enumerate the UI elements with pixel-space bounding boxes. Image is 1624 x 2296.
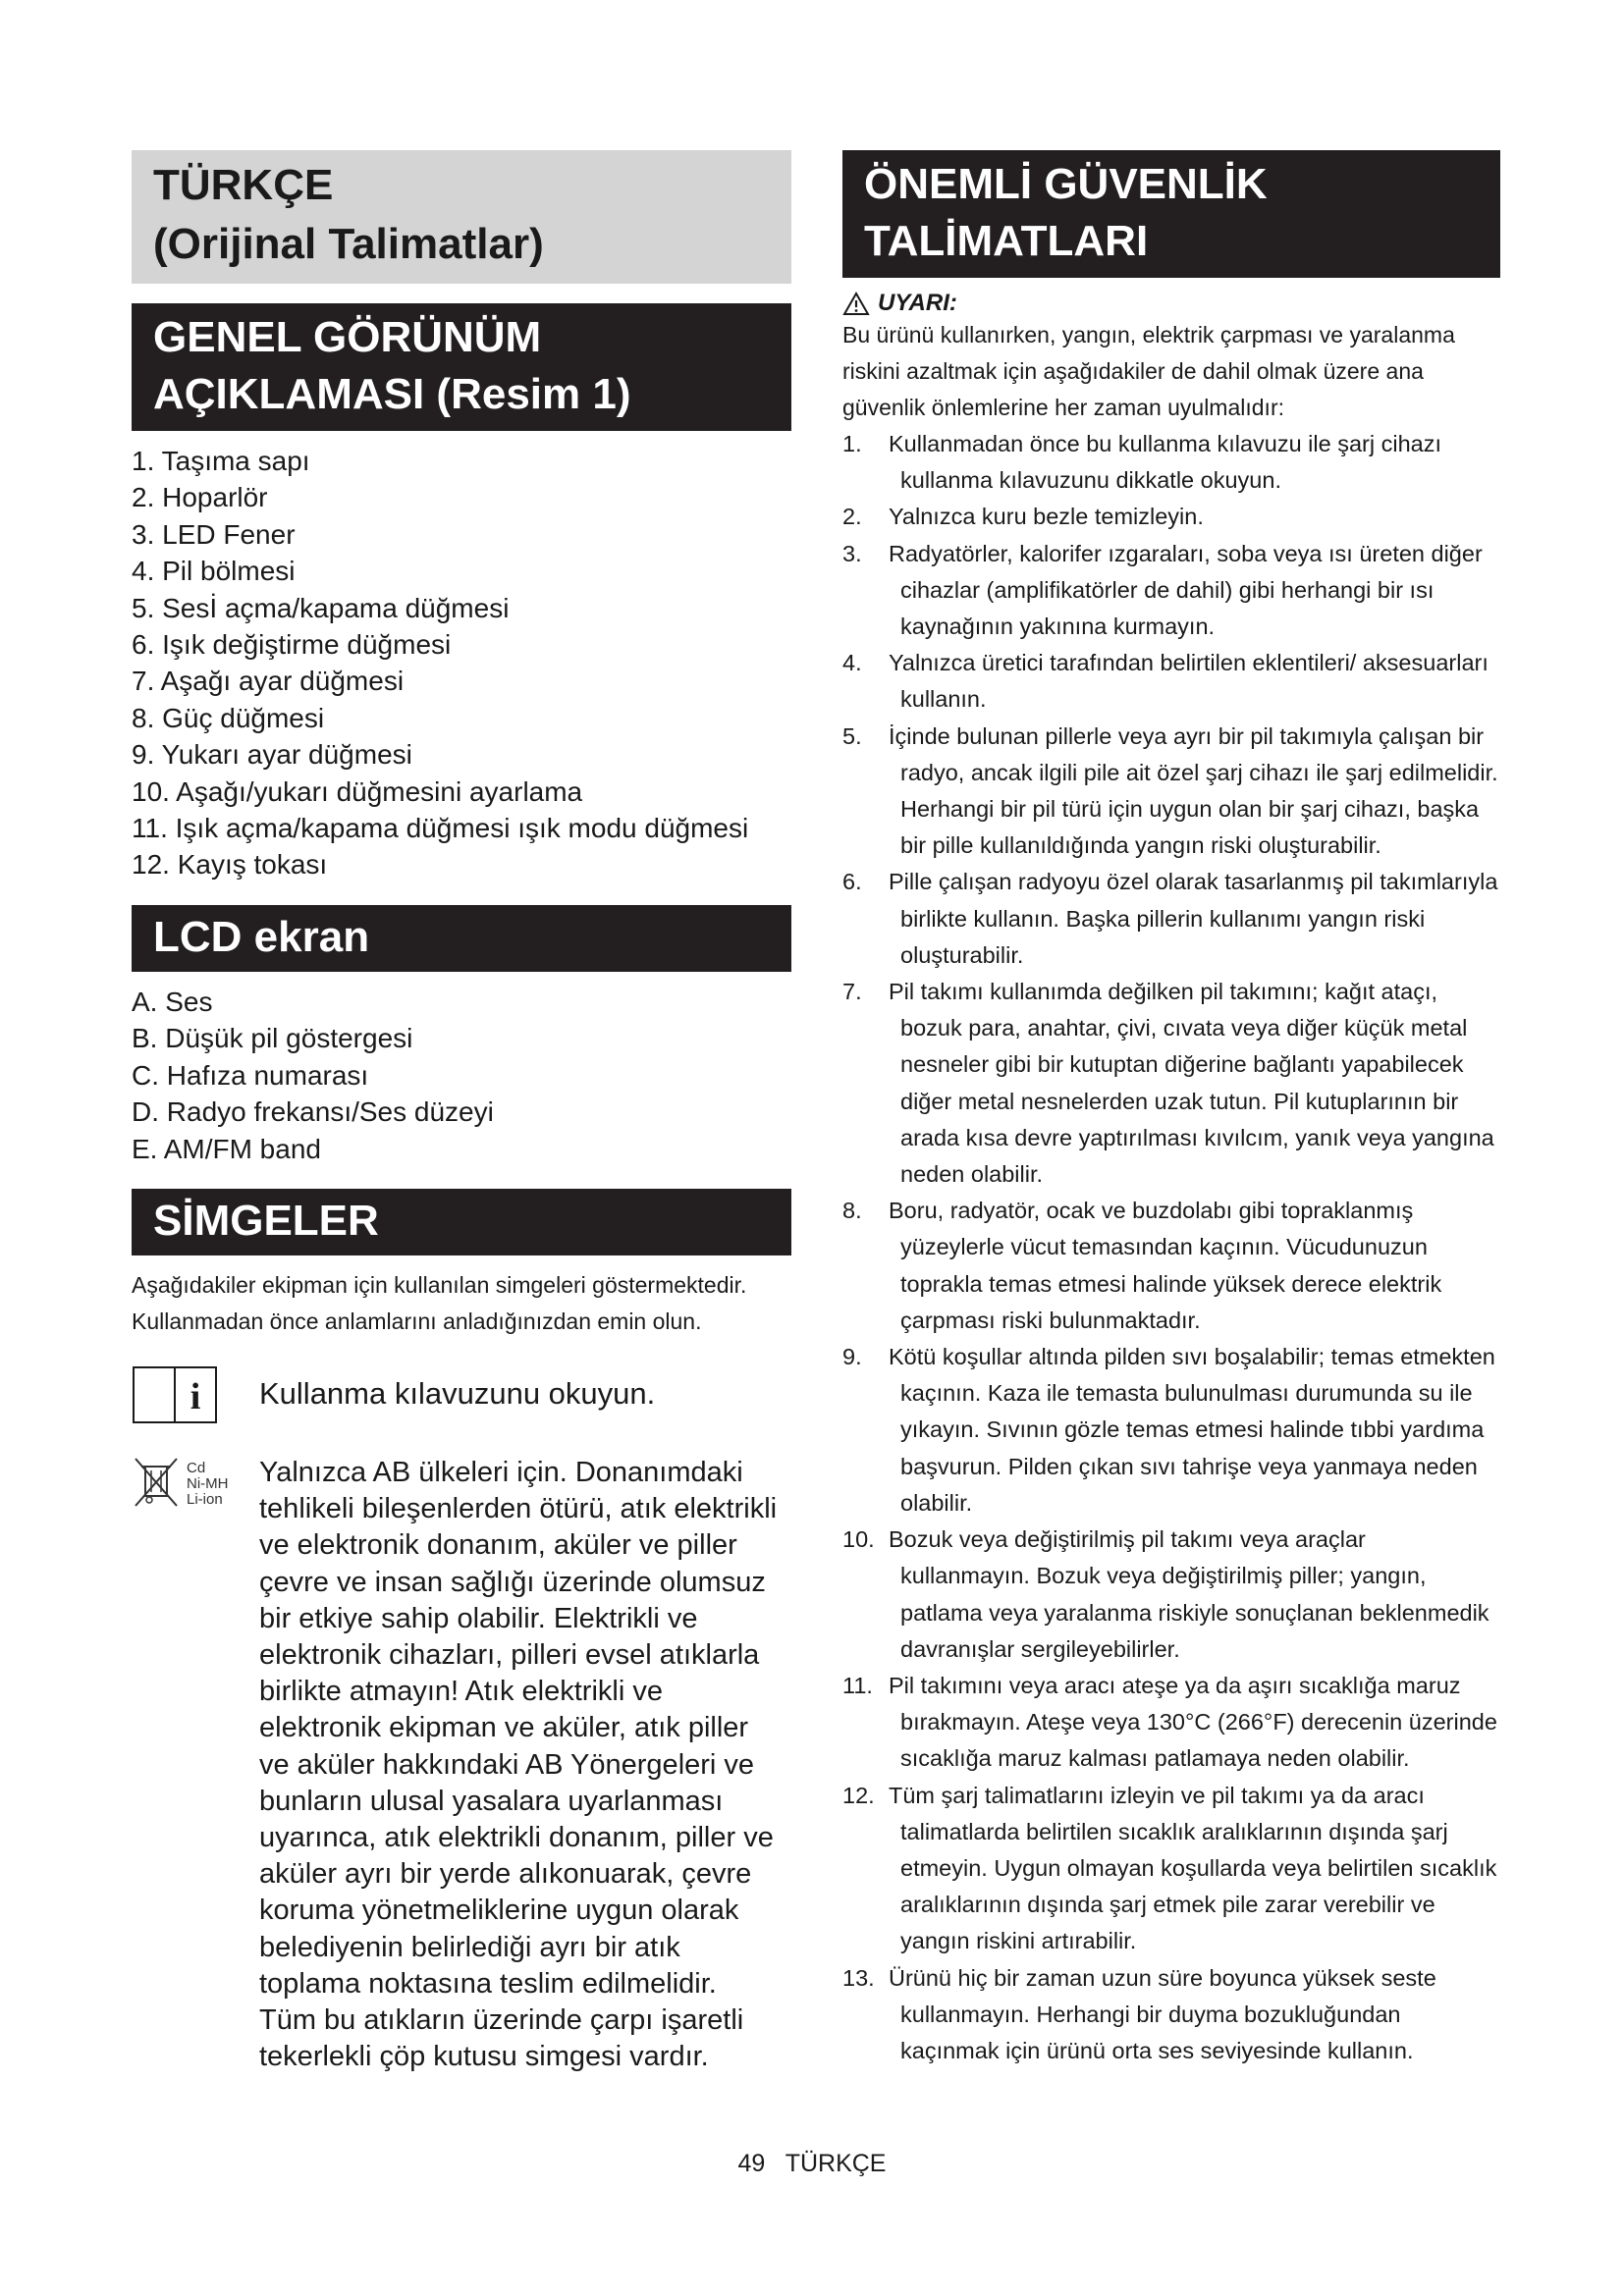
safety-item-text: Ürünü hiç bir zaman uzun süre boyunca yüksek seste kullanmayın. Herhangi bir duyma bozukluğundan kaçınmak için ürünü orta ses seviyesinde kullanın.: [889, 1964, 1436, 2063]
crossed-bin-icon: [132, 1455, 259, 1519]
safety-item-number: 10.: [842, 1526, 875, 1553]
safety-heading-line1: ÖNEMLİ GÜVENLİK: [864, 160, 1268, 208]
safety-item-number: 11.: [842, 1672, 873, 1698]
overview-item: 10. Aşağı/yukarı düğmesini ayarlama: [132, 775, 583, 807]
safety-item-text: Yalnızca kuru bezle temizleyin.: [889, 504, 1204, 530]
safety-item: [842, 1339, 1500, 1522]
safety-item-text: Kullanmadan önce bu kullanma kılavuzu ile şarj cihazı kullanma kılavuzunu dikkatle okuyun.: [889, 431, 1442, 494]
overview-item: 3. LED Fener: [132, 518, 296, 550]
safety-item: [842, 719, 1500, 865]
safety-intro: Bu ürünü kullanırken, yangın, elektrik çarpması ve yaralanma riskini azaltmak için aşağıdakiler de dahil olmak üzere ana güvenlik önlemlerine her zaman uyulmalıdır:: [842, 322, 1455, 420]
lcd-item: B. Düşük pil göstergesi: [132, 1023, 413, 1054]
safety-item: [842, 1193, 1500, 1339]
safety-item-text: Tüm şarj talimatlarını izleyin ve pil takımı ya da aracı talimatlarda belirtilen sıcaklık aralıklarının dışında şarj etmeyin. Uygun olmayan koşullarda veya belirtilen sıcaklık aralıklarının dışında şarj etmek pile zarar verebilir ve yangın riskini artırabilir.: [889, 1782, 1497, 1954]
safety-item-number: 12.: [842, 1782, 875, 1808]
safety-item-number: 4.: [842, 650, 862, 676]
lcd-item: C. Hafıza numarası: [132, 1059, 369, 1091]
overview-item: 8. Güç düğmesi: [132, 702, 325, 733]
safety-item: [842, 864, 1500, 974]
safety-item: [842, 1778, 1500, 1960]
info-glyph: i: [189, 1375, 201, 1417]
warning-text: UYARI:: [878, 290, 957, 316]
lcd-item: D. Radyo frekansı/Ses düzeyi: [132, 1096, 494, 1128]
safety-item-number: 7.: [842, 979, 862, 1005]
safety-item-number: 9.: [842, 1344, 862, 1370]
nimh-label: Ni-MH: [187, 1474, 229, 1492]
lcd-list: [132, 984, 791, 1167]
safety-item-number: 13.: [842, 1964, 875, 1991]
safety-list: [842, 426, 1500, 2069]
safety-item-text: Yalnızca üretici tarafından belirtilen eklentileri/ aksesuarları kullanın.: [889, 650, 1489, 713]
safety-item: [842, 1668, 1500, 1778]
safety-item-number: 3.: [842, 540, 862, 566]
symbol-weee-text: Yalnızca AB ülkeleri için. Donanımdaki tehlikeli bileşenlerden ötürü, atık elektrikli ve elektronik donanım, aküler ve piller çevre ve insan sağlığı üzerinde olumsuz bir etkiye sahip olabilir. Elektrikli ve elektronik cihazları, pilleri evsel atıklarla birlikte atmayın! Atık elektrikli ve elektronik ekipman ve aküler, atık piller ve aküler hakkındaki AB Yönergeleri ve bunların ulusal yasalara uyarlanması uyarınca, atık elektrikli donanım, piller ve aküler ayrı bir yerde alıkonuarak, çevre koruma yönetmeliklerine uygun olarak belediyenin belirlediği ayrı bir atık toplama noktasına teslim edilmelidir. Tüm bu atıkların üzerinde çarpı işaretli tekerlekli çöp kutusu simgesi vardır.: [259, 1456, 778, 2073]
safety-item: [842, 536, 1500, 646]
overview-item: 5. Sesİ açma/kapama düğmesi: [132, 592, 510, 623]
overview-item: 1. Taşıma sapı: [132, 446, 310, 476]
page-footer: [0, 2150, 1624, 2178]
lcd-item: E. AM/FM band: [132, 1133, 321, 1164]
safety-item-text: İçinde bulunan pillerle veya ayrı bir pil takımıyla çalışan bir radyo, ancak ilgili pile ait özel şarj cihazı ile şarj edilmelidir. Herhangi bir pil türü için uygun olan bir şarj cihazı, başka bir pille kullanıldığında yangın riski oluşturabilir.: [889, 722, 1498, 859]
language-title: TÜRKÇE: [153, 161, 334, 209]
warning-triangle-icon: [842, 292, 870, 316]
overview-item: 6. Işık değiştirme düğmesi: [132, 629, 452, 661]
safety-item-text: Boru, radyatör, ocak ve buzdolabı gibi topraklanmış yüzeylerle vücut temasından kaçının. Vücudunuzun toprakla temas etmesi halinde yüksek derece elektrik çarpması riski bulunmaktadır.: [889, 1198, 1442, 1333]
safety-item-text: Bozuk veya değiştirilmiş pil takımı veya araçlar kullanmayın. Bozuk veya değiştirilmiş piller; yangın, patlama veya yaralanma riskiyle sonuçlanan beklenmedik davranışlar sergileyebilirler.: [889, 1526, 1489, 1662]
safety-heading: [842, 150, 1500, 278]
general-overview-heading-line2: AÇIKLAMASI (Resim 1): [153, 370, 631, 418]
safety-item: [842, 645, 1500, 718]
page-number: 49: [737, 2150, 766, 2177]
symbol-manual-text: Kullanma kılavuzunu okuyun.: [259, 1375, 656, 1411]
liion-label: Li-ion: [187, 1490, 223, 1508]
safety-item-number: 1.: [842, 431, 862, 456]
left-column: [132, 150, 791, 2075]
right-column: [842, 150, 1500, 2069]
lcd-item: A. Ses: [132, 986, 213, 1017]
cd-label: Cd: [187, 1459, 206, 1476]
symbols-heading: SİMGELER: [132, 1189, 791, 1255]
overview-list: [132, 443, 791, 883]
overview-item: 7. Aşağı ayar düğmesi: [132, 666, 405, 697]
safety-item-text: Radyatörler, kalorifer ızgaraları, soba veya ısı üreten diğer cihazlar (amplifikatörler de dahil) gibi herhangi bir ısı kaynağının yakınına kurmayın.: [889, 540, 1483, 640]
symbols-intro: Aşağıdakiler ekipman için kullanılan simgeleri göstermektedir. Kullanmadan önce anlamlarını anladığınızdan emin olun.: [132, 1271, 747, 1334]
overview-item: 9. Yukarı ayar düğmesi: [132, 739, 412, 771]
safety-item-text: Pille çalışan radyoyu özel olarak tasarlanmış pil takımlarıyla birlikte kullanın. Başka pillerin kullanımı yangın riski oluşturabilir.: [889, 869, 1498, 968]
safety-heading-line2: TALİMATLARI: [864, 217, 1149, 265]
safety-item-text: Pil takımını veya aracı ateşe ya da aşırı sıcaklığa maruz bırakmayın. Ateşe veya 130°C (266°F) derecenin üzerinde sıcaklığa maruz kalması patlamaya neden olabilir.: [889, 1672, 1497, 1772]
safety-item-number: 6.: [842, 869, 862, 895]
symbol-weee-row: [132, 1455, 791, 2075]
safety-item: [842, 1522, 1500, 1668]
read-manual-icon: [132, 1363, 259, 1431]
symbol-manual-row: [132, 1363, 791, 1431]
overview-item: 12. Kayış tokası: [132, 849, 328, 881]
safety-item: [842, 499, 1500, 535]
safety-item: [842, 1960, 1500, 2070]
safety-item-number: 2.: [842, 504, 862, 530]
overview-item: 11. Işık açma/kapama düğmesi ışık modu düğmesi: [132, 813, 749, 844]
lcd-screen-heading: LCD ekran: [132, 905, 791, 972]
warning-label: [842, 290, 1500, 317]
general-overview-heading-line1: GENEL GÖRÜNÜM: [153, 313, 542, 361]
original-instructions-subtitle: (Orijinal Talimatlar): [153, 220, 544, 268]
safety-item: [842, 974, 1500, 1193]
overview-item: 2. Hoparlör: [132, 482, 268, 513]
safety-item-number: 5.: [842, 722, 862, 749]
safety-item-text: Kötü koşullar altında pilden sıvı boşalabilir; temas etmekten kaçının. Kaza ile temasta bulunulması durumunda su ile yıkayın. Sıvının gözle temas etmesi halinde tıbbi yardıma başvurun. Pilden çıkan sıvı tahrişe veya yanmaya neden olabilir.: [889, 1344, 1495, 1516]
footer-language: TÜRKÇE: [785, 2150, 887, 2177]
overview-item: 4. Pil bölmesi: [132, 556, 296, 587]
general-overview-heading: [132, 303, 791, 431]
safety-item-number: 8.: [842, 1198, 862, 1224]
safety-item-text: Pil takımı kullanımda değilken pil takımını; kağıt ataçı, bozuk para, anahtar, çivi, cıvata veya diğer küçük metal nesneler gibi bir kutuptan diğerine bağlantı yapabilecek diğer metal nesnelerden uzak tutun. Pil kutuplarının bir arada kısa devre yaptırılması kıvılcım, yanık veya yangına neden olabilir.: [889, 979, 1494, 1188]
safety-item: [842, 426, 1500, 499]
language-title-box: [132, 150, 791, 284]
